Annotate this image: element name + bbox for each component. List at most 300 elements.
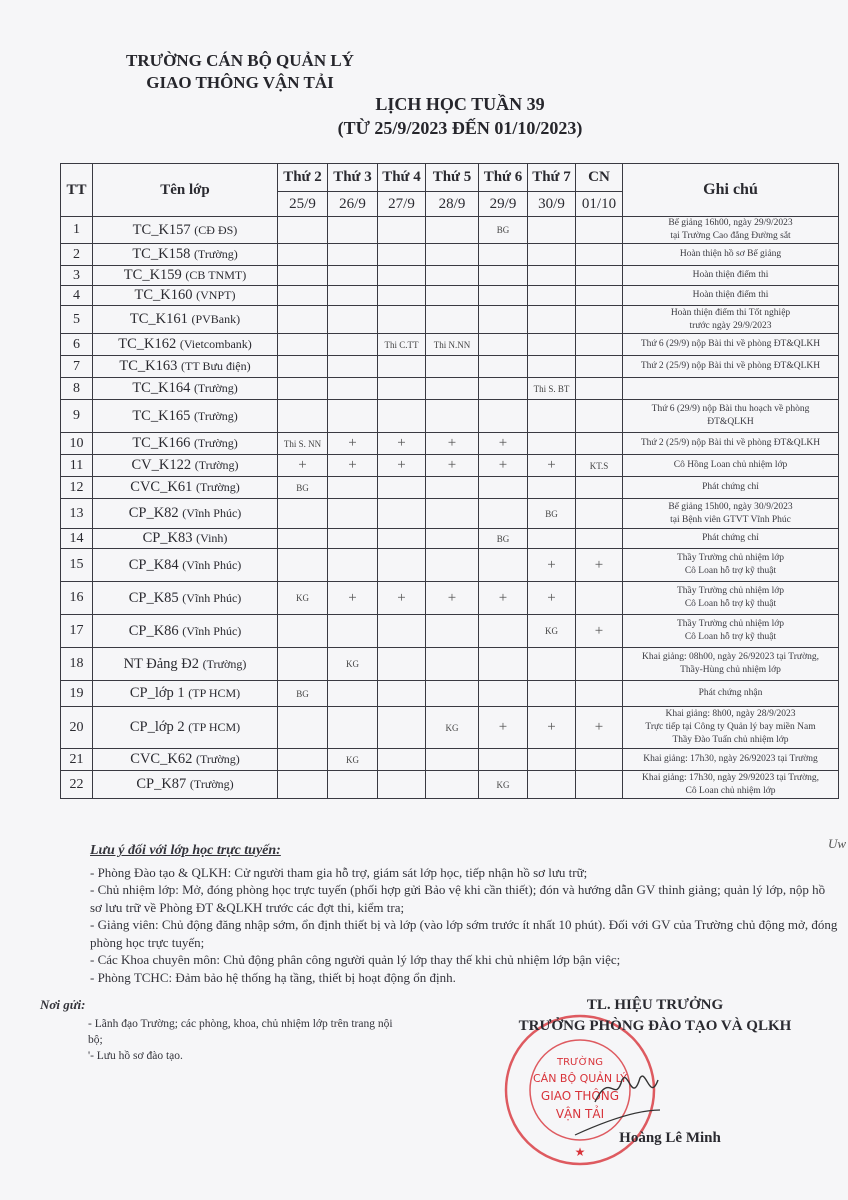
schedule-cell	[479, 749, 528, 771]
schedule-cell: BG	[528, 499, 576, 529]
schedule-cell	[278, 549, 328, 582]
schedule-cell	[479, 615, 528, 648]
note-line: Phát chứng chỉ	[702, 482, 759, 492]
schedule-cell	[426, 499, 479, 529]
class-name	[93, 217, 278, 244]
table-row	[61, 749, 839, 771]
note-line: Thứ 6 (29/9) nộp Bài thi về phòng ĐT&QLKH	[640, 339, 821, 349]
schedule-cell	[426, 771, 479, 799]
schedule-cell	[378, 378, 426, 400]
class-location: (Trường)	[195, 752, 240, 766]
row-number: 1	[61, 217, 93, 244]
recipients-label: Nơi gửi:	[40, 997, 86, 1012]
note-line: tại Bệnh viên GTVT Vĩnh Phúc	[670, 514, 791, 525]
schedule-cell	[528, 400, 576, 433]
schedule-cell	[378, 707, 426, 749]
schedule-cell	[278, 648, 328, 681]
class-name	[93, 771, 278, 799]
note-line: Hoàn thiện điểm thi	[692, 270, 769, 280]
class-name	[93, 266, 278, 286]
table-row	[61, 400, 839, 433]
class-code: CVC_K62	[130, 751, 193, 767]
schedule-cell	[479, 499, 528, 529]
schedule-cell	[328, 771, 378, 799]
header-notes: Ghi chú	[623, 164, 839, 217]
note-line: Cô Loan chủ nhiệm lớp	[685, 785, 776, 796]
row-number: 2	[61, 244, 93, 266]
schedule-cell	[378, 529, 426, 549]
title-main: LỊCH HỌC TUẦN 39	[375, 94, 545, 114]
schedule-cell: BG	[278, 477, 328, 499]
class-name	[93, 244, 278, 266]
note-item: - Giảng viên: Chủ động đăng nhập sớm, ổn định thiết bị và lớp (vào lớp sớm trước ít nhất 10 phút). Đối với GV của Trường chủ động mở, đóng phòng học trực tuyến;	[90, 917, 838, 950]
schedule-cell	[426, 378, 479, 400]
signature-block	[490, 995, 820, 1037]
schedule-cell	[378, 286, 426, 306]
table-row	[61, 306, 839, 334]
header-tt: TT	[61, 164, 93, 217]
schedule-cell	[328, 707, 378, 749]
schedule-cell	[328, 266, 378, 286]
header-day: Thứ 5	[426, 164, 479, 192]
class-name	[93, 334, 278, 356]
class-name	[93, 433, 278, 455]
note-line: Thầy-Hùng chủ nhiệm lớp	[680, 665, 781, 675]
schedule-cell	[378, 244, 426, 266]
row-number: 14	[61, 529, 93, 549]
header-row-days	[61, 164, 839, 192]
schedule-cell	[378, 499, 426, 529]
schedule-cell: +	[328, 455, 378, 477]
note-line: Bế giảng 16h00, ngày 29/9/2023	[668, 218, 793, 228]
table-row	[61, 549, 839, 582]
table-row	[61, 477, 839, 499]
schedule-cell: +	[479, 582, 528, 615]
row-note	[623, 433, 839, 455]
class-name	[93, 615, 278, 648]
title-date-range: (TỪ 25/9/2023 ĐẾN 01/10/2023)	[337, 118, 583, 138]
schedule-cell	[479, 334, 528, 356]
header-date: 30/9	[528, 192, 576, 217]
schedule-cell: Thi C.TT	[378, 334, 426, 356]
table-row	[61, 266, 839, 286]
header-date: 29/9	[479, 192, 528, 217]
row-number: 3	[61, 266, 93, 286]
note-line: tại Trường Cao đẳng Đường sắt	[670, 231, 791, 241]
class-code: TC_K161	[129, 311, 188, 327]
schedule-body	[61, 217, 839, 799]
row-note	[623, 771, 839, 799]
row-number: 10	[61, 433, 93, 455]
class-code: CP_K87	[136, 776, 187, 792]
note-line: Thứ 6 (29/9) nộp Bài thu hoạch về phòng	[651, 404, 810, 414]
row-number: 5	[61, 306, 93, 334]
org-name	[90, 50, 390, 94]
note-line: Khai giảng: 08h00, ngày 26/92023 tại Trường,	[642, 652, 819, 662]
class-location: (VNPT)	[196, 288, 236, 302]
header-day: Thứ 7	[528, 164, 576, 192]
schedule-cell	[378, 356, 426, 378]
schedule-cell: +	[528, 582, 576, 615]
row-number: 15	[61, 549, 93, 582]
schedule-cell	[479, 681, 528, 707]
schedule-cell	[426, 615, 479, 648]
schedule-cell: +	[576, 615, 623, 648]
header-date: 28/9	[426, 192, 479, 217]
class-location: (Vĩnh Phúc)	[182, 506, 242, 520]
header-day: Thứ 2	[278, 164, 328, 192]
note-line: Hoàn thiện điểm thi	[692, 290, 769, 300]
schedule-cell	[528, 749, 576, 771]
schedule-cell	[278, 306, 328, 334]
schedule-cell	[328, 477, 378, 499]
class-name	[93, 455, 278, 477]
row-number: 12	[61, 477, 93, 499]
schedule-cell	[528, 266, 576, 286]
signer-name: Hoàng Lê Minh	[619, 1130, 721, 1146]
row-note	[623, 615, 839, 648]
class-name	[93, 378, 278, 400]
row-note	[623, 648, 839, 681]
row-note	[623, 217, 839, 244]
schedule-cell: +	[426, 455, 479, 477]
schedule-cell: +	[528, 707, 576, 749]
schedule-cell	[576, 648, 623, 681]
schedule-cell	[576, 217, 623, 244]
table-row	[61, 529, 839, 549]
row-note	[623, 549, 839, 582]
schedule-cell	[328, 400, 378, 433]
schedule-cell	[378, 477, 426, 499]
row-note	[623, 582, 839, 615]
table-row	[61, 648, 839, 681]
schedule-cell	[479, 356, 528, 378]
recipient-item: '- Lưu hồ sơ đào tạo.	[88, 1050, 183, 1062]
schedule-cell	[426, 549, 479, 582]
row-note	[623, 378, 839, 400]
schedule-cell	[328, 549, 378, 582]
schedule-cell	[378, 771, 426, 799]
row-note	[623, 477, 839, 499]
schedule-cell	[328, 529, 378, 549]
row-number: 20	[61, 707, 93, 749]
recipient-item: - Lãnh đạo Trường; các phòng, khoa, chủ nhiệm lớp trên trang nội bộ;	[88, 1018, 393, 1046]
note-line: Phát chứng chỉ	[702, 533, 759, 543]
header-day: CN	[576, 164, 623, 192]
header-day: Thứ 3	[328, 164, 378, 192]
class-code: TC_K159	[123, 267, 182, 283]
schedule-cell: KG	[328, 648, 378, 681]
schedule-cell: BG	[278, 681, 328, 707]
notes-title: Lưu ý đối với lớp học trực tuyến:	[90, 843, 281, 858]
note-line: Trực tiếp tại Công ty Quản lý bay miền Nam	[645, 722, 816, 732]
schedule-cell	[328, 499, 378, 529]
schedule-cell	[528, 217, 576, 244]
schedule-cell	[576, 582, 623, 615]
class-code: TC_K157	[132, 221, 191, 238]
schedule-cell	[278, 529, 328, 549]
header-date: 27/9	[378, 192, 426, 217]
schedule-cell	[278, 244, 328, 266]
row-number: 11	[61, 455, 93, 477]
schedule-cell	[528, 477, 576, 499]
row-number: 13	[61, 499, 93, 529]
class-location: (Vinh)	[196, 531, 228, 545]
header-day: Thứ 4	[378, 164, 426, 192]
row-note	[623, 499, 839, 529]
schedule-cell	[479, 244, 528, 266]
header-date: 25/9	[278, 192, 328, 217]
online-class-notes	[90, 842, 840, 986]
schedule-cell	[576, 266, 623, 286]
document-title	[300, 92, 620, 140]
schedule-cell: +	[426, 433, 479, 455]
schedule-cell	[378, 400, 426, 433]
class-name	[93, 582, 278, 615]
schedule-cell	[528, 681, 576, 707]
schedule-cell	[576, 306, 623, 334]
schedule-cell	[328, 378, 378, 400]
class-location: (Trường)	[189, 777, 234, 791]
class-code: TC_K166	[132, 435, 191, 451]
schedule-cell	[378, 648, 426, 681]
schedule-cell: +	[576, 549, 623, 582]
schedule-cell	[576, 499, 623, 529]
class-name	[93, 356, 278, 378]
signature-title-2: TRƯỞNG PHÒNG ĐÀO TẠO VÀ QLKH	[518, 1018, 792, 1034]
table-row	[61, 499, 839, 529]
schedule-cell: KG	[278, 582, 328, 615]
schedule-cell: Thi N.NN	[426, 334, 479, 356]
schedule-cell	[426, 356, 479, 378]
schedule-cell	[576, 378, 623, 400]
class-code: CP_K86	[128, 622, 179, 639]
schedule-cell	[328, 244, 378, 266]
note-line: Cô Loan hỗ trợ kỹ thuật	[684, 599, 777, 609]
schedule-cell	[426, 286, 479, 306]
schedule-cell: +	[528, 455, 576, 477]
schedule-cell: +	[378, 433, 426, 455]
class-location: (TT Bưu điện)	[181, 359, 251, 373]
schedule-cell	[576, 356, 623, 378]
schedule-cell: KT.S	[576, 455, 623, 477]
class-code: TC_K160	[134, 287, 193, 303]
schedule-cell: +	[479, 455, 528, 477]
schedule-cell	[426, 648, 479, 681]
class-location: (PVBank)	[191, 312, 241, 326]
row-note	[623, 455, 839, 477]
schedule-cell: +	[378, 582, 426, 615]
row-number: 8	[61, 378, 93, 400]
class-location: (Trường)	[202, 656, 247, 671]
schedule-cell: +	[528, 549, 576, 582]
row-number: 4	[61, 286, 93, 306]
schedule-cell	[576, 334, 623, 356]
schedule-cell	[426, 266, 479, 286]
schedule-cell	[576, 433, 623, 455]
note-line: Cô Loan hỗ trợ kỹ thuật	[684, 566, 777, 576]
note-line: Thầy Trường chủ nhiệm lớp	[676, 553, 785, 563]
table-row	[61, 433, 839, 455]
row-number: 16	[61, 582, 93, 615]
schedule-cell	[378, 306, 426, 334]
class-code: CP_K85	[128, 589, 179, 606]
table-row	[61, 707, 839, 749]
schedule-cell: KG	[528, 615, 576, 648]
schedule-cell	[479, 648, 528, 681]
class-code: CP_lớp 1	[129, 685, 185, 701]
note-line: Khai giảng: 17h30, ngày 26/92023 tại Trường	[643, 754, 818, 764]
schedule-cell: BG	[479, 529, 528, 549]
note-line: Khai giảng: 17h30, ngày 29/92023 tại Trường,	[642, 772, 819, 783]
class-location: (Trường)	[193, 436, 238, 450]
schedule-cell: Thi S. NN	[278, 433, 328, 455]
schedule-cell	[528, 529, 576, 549]
schedule-cell	[378, 681, 426, 707]
schedule-cell: BG	[479, 217, 528, 244]
class-name	[93, 400, 278, 433]
class-name	[93, 648, 278, 681]
recipients	[40, 997, 400, 1064]
row-number: 18	[61, 648, 93, 681]
schedule-cell	[576, 244, 623, 266]
row-note	[623, 306, 839, 334]
note-line: Thứ 2 (25/9) nộp Bài thi về phòng ĐT&QLKH	[640, 361, 821, 371]
schedule-cell	[479, 477, 528, 499]
stamp-line: TRƯỜNG	[557, 1057, 603, 1068]
schedule-cell	[426, 400, 479, 433]
row-number: 9	[61, 400, 93, 433]
class-code: TC_K162	[118, 336, 177, 352]
note-item: - Phòng TCHC: Đảm bảo hệ thống hạ tầng, thiết bị hoạt động ổn định.	[90, 969, 456, 985]
class-name	[93, 477, 278, 499]
schedule-cell	[528, 648, 576, 681]
note-line: Thầy Trường chủ nhiệm lớp	[676, 619, 785, 629]
note-item: - Chủ nhiệm lớp: Mở, đóng phòng học trực tuyến (phối hợp gửi Bảo vệ khi cần thiết); đón và hướng dẫn GV thỉnh giảng; quản lý lớp, nộp hồ sơ lưu trữ về Phòng ĐT &QLKH trước các đợt thi, kiểm tra;	[90, 882, 826, 915]
class-code: NT Đảng Đ2	[123, 655, 200, 672]
table-row	[61, 582, 839, 615]
schedule-cell	[278, 266, 328, 286]
schedule-cell	[278, 771, 328, 799]
class-code: TC_K163	[119, 358, 178, 374]
schedule-cell	[328, 334, 378, 356]
class-code: CVC_K61	[130, 479, 193, 495]
class-location: (Trường)	[195, 480, 240, 494]
schedule-cell	[328, 286, 378, 306]
schedule-cell	[528, 771, 576, 799]
schedule-cell	[479, 378, 528, 400]
class-code: TC_K164	[132, 380, 191, 396]
schedule-cell	[278, 499, 328, 529]
class-code: CP_K82	[128, 505, 179, 521]
class-name	[93, 749, 278, 771]
note-item: - Phòng Đào tạo & QLKH: Cử người tham gia hỗ trợ, giám sát lớp học, tiếp nhận hồ sơ lưu trữ;	[90, 864, 588, 880]
row-number: 22	[61, 771, 93, 799]
org-line-2: GIAO THÔNG VẬN TẢI	[146, 73, 334, 92]
schedule-cell	[576, 400, 623, 433]
note-line: Khai giảng: 8h00, ngày 28/9/2023	[665, 709, 796, 719]
header-date: 26/9	[328, 192, 378, 217]
schedule-cell	[426, 217, 479, 244]
schedule-cell	[328, 681, 378, 707]
star-icon: ★	[574, 1145, 586, 1159]
schedule-cell	[528, 356, 576, 378]
schedule-cell	[278, 707, 328, 749]
signature-title-1: TL. HIỆU TRƯỞNG	[586, 997, 724, 1013]
note-line: Thầy Trường chủ nhiệm lớp	[676, 586, 785, 596]
class-location: (Trường)	[193, 247, 238, 261]
schedule-cell: +	[378, 455, 426, 477]
row-note	[623, 400, 839, 433]
schedule-cell	[278, 217, 328, 244]
row-note	[623, 707, 839, 749]
schedule-cell	[426, 306, 479, 334]
note-item: - Các Khoa chuyên môn: Chủ động phân công người quản lý lớp thay thế khi chủ nhiệm lớp bận việc;	[90, 952, 621, 967]
schedule-cell	[426, 244, 479, 266]
schedule-cell	[278, 749, 328, 771]
table-row	[61, 615, 839, 648]
schedule-cell	[479, 286, 528, 306]
schedule-cell	[576, 771, 623, 799]
stamp-line: CÁN BỘ QUẢN LÝ	[533, 1072, 627, 1085]
row-number: 6	[61, 334, 93, 356]
row-note	[623, 749, 839, 771]
class-name	[93, 529, 278, 549]
class-name	[93, 286, 278, 306]
table-row	[61, 356, 839, 378]
header-day: Thứ 6	[479, 164, 528, 192]
table-row	[61, 217, 839, 244]
table-row	[61, 681, 839, 707]
schedule-cell	[278, 356, 328, 378]
header-class-name: Tên lớp	[93, 164, 278, 217]
note-line: Thứ 2 (25/9) nộp Bài thi về phòng ĐT&QLKH	[640, 438, 821, 448]
stamp-line: GIAO THÔNG	[540, 1089, 620, 1103]
row-number: 7	[61, 356, 93, 378]
table-row	[61, 244, 839, 266]
class-name	[93, 681, 278, 707]
row-note	[623, 681, 839, 707]
schedule-cell	[528, 334, 576, 356]
schedule-cell: +	[479, 433, 528, 455]
schedule-cell	[576, 477, 623, 499]
class-name	[93, 306, 278, 334]
schedule-cell	[378, 749, 426, 771]
schedule-cell	[576, 529, 623, 549]
schedule-cell	[426, 477, 479, 499]
stamp-line: VẬN TẢI	[555, 1107, 605, 1121]
class-code: CP_K84	[128, 556, 179, 573]
note-line: Bế giảng 15h00, ngày 30/9/2023	[668, 501, 793, 512]
schedule-cell	[278, 615, 328, 648]
note-line: Cô Loan hỗ trợ kỹ thuật	[684, 632, 777, 642]
schedule-cell: +	[426, 582, 479, 615]
note-line: trước ngày 29/9/2023	[689, 320, 772, 331]
row-note	[623, 334, 839, 356]
schedule-cell	[479, 549, 528, 582]
note-line: Hoàn thiện hồ sơ Bế giảng	[679, 249, 782, 259]
schedule-cell	[426, 749, 479, 771]
class-code: TC_K158	[132, 246, 191, 262]
class-name	[93, 707, 278, 749]
row-note	[623, 356, 839, 378]
schedule-cell	[528, 306, 576, 334]
class-location: (TP HCM)	[188, 720, 241, 734]
schedule-cell: +	[479, 707, 528, 749]
row-number: 19	[61, 681, 93, 707]
schedule-cell	[278, 286, 328, 306]
schedule-cell	[576, 286, 623, 306]
